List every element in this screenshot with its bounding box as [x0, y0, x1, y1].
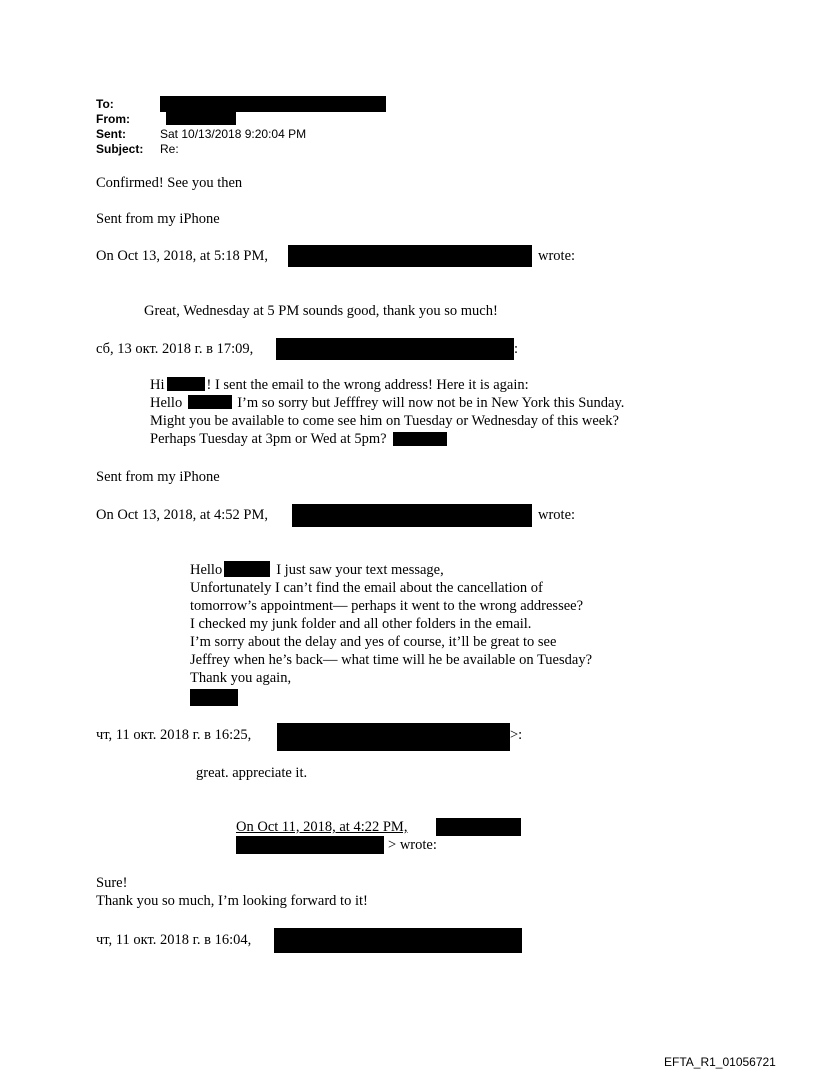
from-label: From:: [96, 112, 130, 126]
message-line: Thank you so much, I’m looking forward to it!: [96, 893, 368, 909]
sent-value: Sat 10/13/2018 9:20:04 PM: [160, 127, 307, 141]
redacted-sender: [166, 112, 236, 125]
quoted-line: Hello I just saw your text message,: [190, 562, 444, 578]
signature: Sent from my iPhone: [96, 469, 220, 485]
redacted-email: [274, 928, 522, 953]
quote-header-suffix: :: [514, 341, 519, 357]
quoted-line: tomorrow’s appointment— perhaps it went to the wrong addressee?: [190, 598, 584, 614]
redacted-recipient: [160, 96, 386, 112]
redacted-name: [188, 395, 232, 409]
quote-header-suffix: > wrote:: [388, 837, 437, 853]
quote-header: чт, 11 окт. 2018 г. в 16:25,: [96, 727, 252, 743]
message-line: Sure!: [96, 875, 128, 891]
subject-label: Subject:: [96, 142, 144, 156]
quoted-line: I checked my junk folder and all other folders in the email.: [190, 616, 532, 632]
quote-header-suffix: wrote:: [538, 507, 576, 523]
quote-header: сб, 13 окт. 2018 г. в 17:09,: [96, 341, 254, 357]
quoted-line: Unfortunately I can’t find the email about the cancellation of: [190, 580, 543, 596]
to-label: To:: [96, 97, 114, 111]
redacted-email: [292, 504, 532, 527]
quote-header: On Oct 13, 2018, at 4:52 PM,: [96, 507, 268, 523]
quoted-line: Jeffrey when he’s back— what time will he be available on Tuesday?: [190, 652, 592, 668]
quote-header-suffix: >:: [510, 727, 523, 743]
redacted-name: [393, 432, 447, 446]
subject-value: Re:: [160, 142, 179, 156]
redacted-name: [224, 561, 270, 577]
quoted-line: Might you be available to come see him on Tuesday or Wednesday of this week?: [150, 413, 619, 429]
redacted-name: [167, 377, 205, 391]
sent-label: Sent:: [96, 127, 126, 141]
redacted-email: [277, 723, 510, 751]
quoted-line: Perhaps Tuesday at 3pm or Wed at 5pm?: [150, 430, 447, 448]
redacted-signature: [190, 689, 238, 706]
quoted-line: Thank you again,: [190, 670, 292, 686]
reply-text: Confirmed! See you then: [96, 175, 243, 191]
quoted-line: Hi ! I sent the email to the wrong address! Here it is again:: [150, 377, 529, 393]
quote-header-suffix: wrote:: [538, 248, 576, 264]
quoted-reply: Great, Wednesday at 5 PM sounds good, thank you so much!: [144, 303, 498, 319]
redacted-email: [236, 836, 384, 854]
redacted-name: [436, 818, 521, 836]
document-id: EFTA_R1_01056721: [664, 1055, 776, 1069]
redacted-email: [288, 245, 532, 267]
quote-header: чт, 11 окт. 2018 г. в 16:04,: [96, 932, 252, 948]
signature: Sent from my iPhone: [96, 211, 220, 227]
quote-header: On Oct 11, 2018, at 4:22 PM,: [236, 819, 408, 835]
quoted-line: Hello I’m so sorry but Jefffrey will now not be in New York this Sunday.: [150, 395, 625, 411]
quote-header: On Oct 13, 2018, at 5:18 PM,: [96, 248, 268, 264]
redacted-email: [276, 338, 514, 360]
quoted-reply: great. appreciate it.: [196, 765, 308, 781]
quoted-line: I’m sorry about the delay and yes of course, it’ll be great to see: [190, 634, 557, 650]
